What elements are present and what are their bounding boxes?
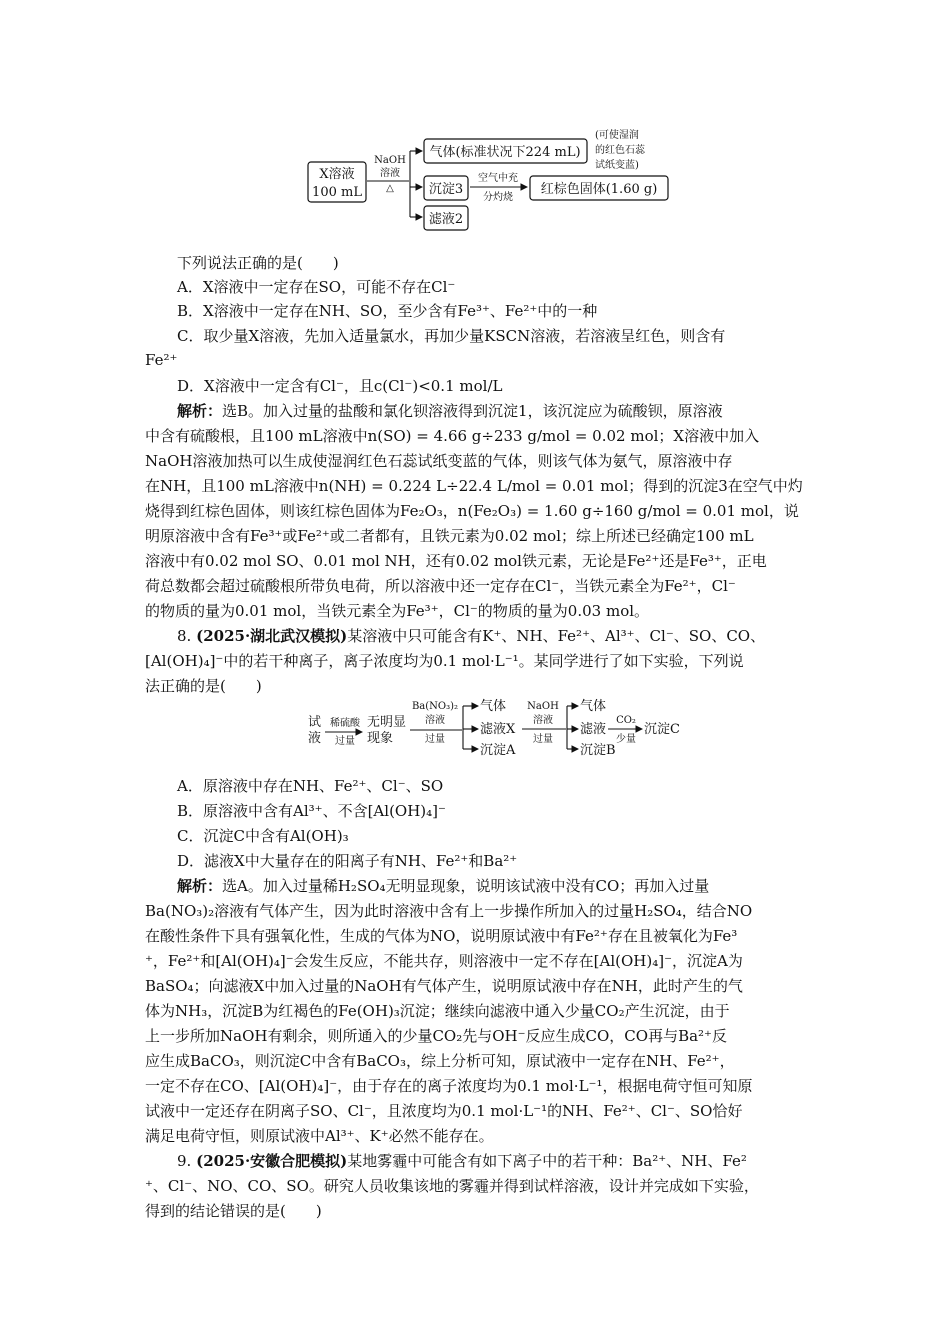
reagent-naoh-2: NaOH <box>527 701 559 712</box>
q8-analysis-line-11: 满足电荷守恒，则原试液中Al³⁺、K⁺必然不能存在。 <box>145 1127 494 1145</box>
reagent-solution-2: 溶液 <box>425 715 445 726</box>
q8-stem-text: 某溶液中只可能含有K⁺、NH、Fe²⁺、Al³⁺、Cl⁻、SO、CO、 <box>347 627 766 645</box>
solid-label: 红棕色固体(1.60 g) <box>540 182 658 197</box>
reagent-solution: 溶液 <box>380 168 400 179</box>
analysis-label: 解析： <box>177 402 223 420</box>
reagent-co2: CO₂ <box>616 715 636 726</box>
q8-stem-line-1 <box>177 624 847 648</box>
filtrate-x-label: 滤液X <box>480 722 516 737</box>
gas-note-1: (可使湿润 <box>595 130 639 141</box>
q7-analysis-line-5: 烧得到红棕色固体，则该红棕色固体为Fe₂O₃，n(Fe₂O₃) = 1.60 g÷160 g/mol = 0.01 mol，说 <box>145 502 799 520</box>
analysis-text: 选B。加入过量的盐酸和氯化钡溶液得到沉淀1，该沉淀应为硫酸钡，原溶液 <box>222 402 723 420</box>
q8-stem-line-2: [Al(OH)₄]⁻中的若干种离子，离子浓度均为0.1 mol·L⁻¹。某同学进行了如下实验，下列说 <box>145 652 744 670</box>
q7-analysis-line-6: 明原溶液中含有Fe³⁺或Fe²⁺或二者都有，且铁元素为0.02 mol；综上所述已经确定100 mL <box>145 527 754 545</box>
q8-number: 8. <box>177 627 192 645</box>
q8-option-d: D．滤液X中大量存在的阳离子有NH、Fe²⁺和Ba²⁺ <box>177 852 518 870</box>
q7-option-a: A．X溶液中一定存在SO，可能不存在Cl⁻ <box>177 278 456 296</box>
step-ignite: 分灼烧 <box>483 192 513 203</box>
precip-a-label: 沉淀A <box>480 743 516 758</box>
q9-stem-line-3: 得到的结论错误的是( ) <box>145 1202 322 1220</box>
q7-analysis-line-7: 溶液中有0.02 mol SO、0.01 mol NH，还有0.02 mol铁元素，无论是Fe²⁺还是Fe³⁺，正电 <box>145 552 767 570</box>
q7-option-c-cont: Fe²⁺ <box>145 351 178 369</box>
gas-note-3: 试纸变蓝) <box>595 160 639 171</box>
q9-stem-line-1 <box>177 1149 847 1173</box>
q8-analysis-line-10: 试液中一定还存在阴离子SO、Cl⁻，且浓度均为0.1 mol·L⁻¹的NH、Fe²⁺、Cl⁻、SO恰好 <box>145 1102 743 1120</box>
q7-analysis-line-3: NaOH溶液加热可以生成使湿润红色石蕊试纸变蓝的气体，则该气体为氨气，原溶液中存 <box>145 452 733 470</box>
q9-source: (2025·安徽合肥模拟) <box>196 1152 348 1170</box>
q8-analysis-line-5: BaSO₄；向滤液X中加入过量的NaOH有气体产生，说明原试液中存在NH，此时产生的气 <box>145 977 743 995</box>
q8-option-a: A．原溶液中存在NH、Fe²⁺、Cl⁻、SO <box>177 777 444 795</box>
q9-stem-line-2: ⁺、Cl⁻、NO、CO、SO。研究人员收集该地的雾霾并得到试样溶液，设计并完成如下实验， <box>145 1177 759 1195</box>
step-air: 空气中充 <box>478 173 518 184</box>
precip-3-label: 沉淀3 <box>428 182 464 197</box>
reagent-excess-1: 过量 <box>335 736 355 747</box>
filtrate-label: 滤液 <box>580 722 607 737</box>
q8-analysis-line-7: 上一步所加NaOH有剩余，则所通入的少量CO₂先与OH⁻反应生成CO，CO再与Ba²⁺反 <box>145 1027 727 1045</box>
precip-b-label: 沉淀B <box>580 743 616 758</box>
x-solution-label: X溶液 <box>319 167 355 182</box>
precip-c-label: 沉淀C <box>644 722 680 737</box>
q7-stem: 下列说法正确的是( ) <box>177 254 339 272</box>
phenom-line-2: 现象 <box>367 731 394 746</box>
gas-1-label: 气体 <box>480 699 507 714</box>
q8-option-b: B．原溶液中含有Al³⁺、不含[Al(OH)₄]⁻ <box>177 802 446 820</box>
q7-analysis-line-8: 荷总数都会超过硫酸根所带负电荷，所以溶液中还一定存在Cl⁻，当铁元素全为Fe²⁺，Cl⁻ <box>145 577 736 595</box>
reagent-excess-3: 过量 <box>533 734 553 745</box>
q7-analysis-line-4: 在NH，且100 mL溶液中n(NH) = 0.224 L÷22.4 L/mol = 0.01 mol；得到的沉淀3在空气中灼 <box>145 477 803 495</box>
flowchart-1 <box>305 124 695 236</box>
reagent-little: 少量 <box>616 734 636 745</box>
q8-analysis-line-6: 体为NH₃，沉淀B为红褐色的Fe(OH)₃沉淀；继续向滤液中通入少量CO₂产生沉淀，由于 <box>145 1002 730 1020</box>
reagent-h2so4: 稀硫酸 <box>330 718 360 729</box>
reagent-solution-3: 溶液 <box>533 715 553 726</box>
q7-analysis-line-2: 中含有硫酸根，且100 mL溶液中n(SO) = 4.66 g÷233 g/mol = 0.02 mol；X溶液中加入 <box>145 427 760 445</box>
q8-analysis-line-8: 应生成BaCO₃，则沉淀C中含有BaCO₃，综上分析可知，原试液中一定存在NH、Fe²⁺， <box>145 1052 735 1070</box>
reagent-naoh: NaOH <box>374 155 406 166</box>
q8-analysis-line-9: 一定不存在CO、[Al(OH)₄]⁻，由于存在的离子浓度均为0.1 mol·L⁻¹，根据电荷守恒可知原 <box>145 1077 753 1095</box>
flowchart-2 <box>300 696 690 758</box>
gas-label: 气体(标准状况下224 mL) <box>429 145 581 160</box>
q8-source: (2025·湖北武汉模拟) <box>196 627 348 645</box>
q9-stem-text: 某地雾霾中可能含有如下离子中的若干种：Ba²⁺、NH、Fe² <box>347 1152 747 1170</box>
q7-option-c: C．取少量X溶液，先加入适量氯水，再加少量KSCN溶液，若溶液呈红色，则含有 <box>177 327 726 345</box>
q7-analysis-line-1 <box>177 399 847 423</box>
start-char-1: 试 <box>308 715 322 730</box>
q8-option-c: C．沉淀C中含有Al(OH)₃ <box>177 827 349 845</box>
reagent-ba-nitrate: Ba(NO₃)₂ <box>411 701 459 712</box>
x-volume-label: 100 mL <box>312 185 362 200</box>
q8-analysis-line-2: Ba(NO₃)₂溶液有气体产生，因为此时溶液中含有上一步操作所加入的过量H₂SO₄，结合NO <box>145 902 753 920</box>
phenom-line-1: 无明显 <box>367 715 407 730</box>
q9-number: 9. <box>177 1152 192 1170</box>
q7-option-b: B．X溶液中一定存在NH、SO，至少含有Fe³⁺、Fe²⁺中的一种 <box>177 302 598 320</box>
q7-option-d: D．X溶液中一定含有Cl⁻，且c(Cl⁻)<0.1 mol/L <box>177 377 503 395</box>
start-char-2: 液 <box>308 731 322 746</box>
filtrate-2-label: 滤液2 <box>428 212 464 227</box>
q8-stem-line-3: 法正确的是( ) <box>145 677 262 695</box>
reagent-excess-2: 过量 <box>425 734 445 745</box>
q8-analysis-line-1 <box>177 874 847 898</box>
gas-2-label: 气体 <box>580 699 607 714</box>
q7-analysis-line-9: 的物质的量为0.01 mol，当铁元素全为Fe³⁺，Cl⁻的物质的量为0.03 mol。 <box>145 602 650 620</box>
gas-note-2: 的红色石蕊 <box>595 145 645 156</box>
analysis-text: 选A。加入过量稀H₂SO₄无明显现象，说明该试液中没有CO；再加入过量 <box>222 877 710 895</box>
analysis-label: 解析： <box>177 877 223 895</box>
q8-analysis-line-3: 在酸性条件下具有强氧化性，生成的气体为NO，说明原试液中有Fe²⁺存在且被氧化为Fe³ <box>145 927 738 945</box>
q8-analysis-line-4: ⁺，Fe²⁺和[Al(OH)₄]⁻会发生反应，不能共存，则溶液中一定不存在[Al(OH)₄]⁻，沉淀A为 <box>145 952 743 970</box>
reagent-heat: △ <box>386 183 394 194</box>
